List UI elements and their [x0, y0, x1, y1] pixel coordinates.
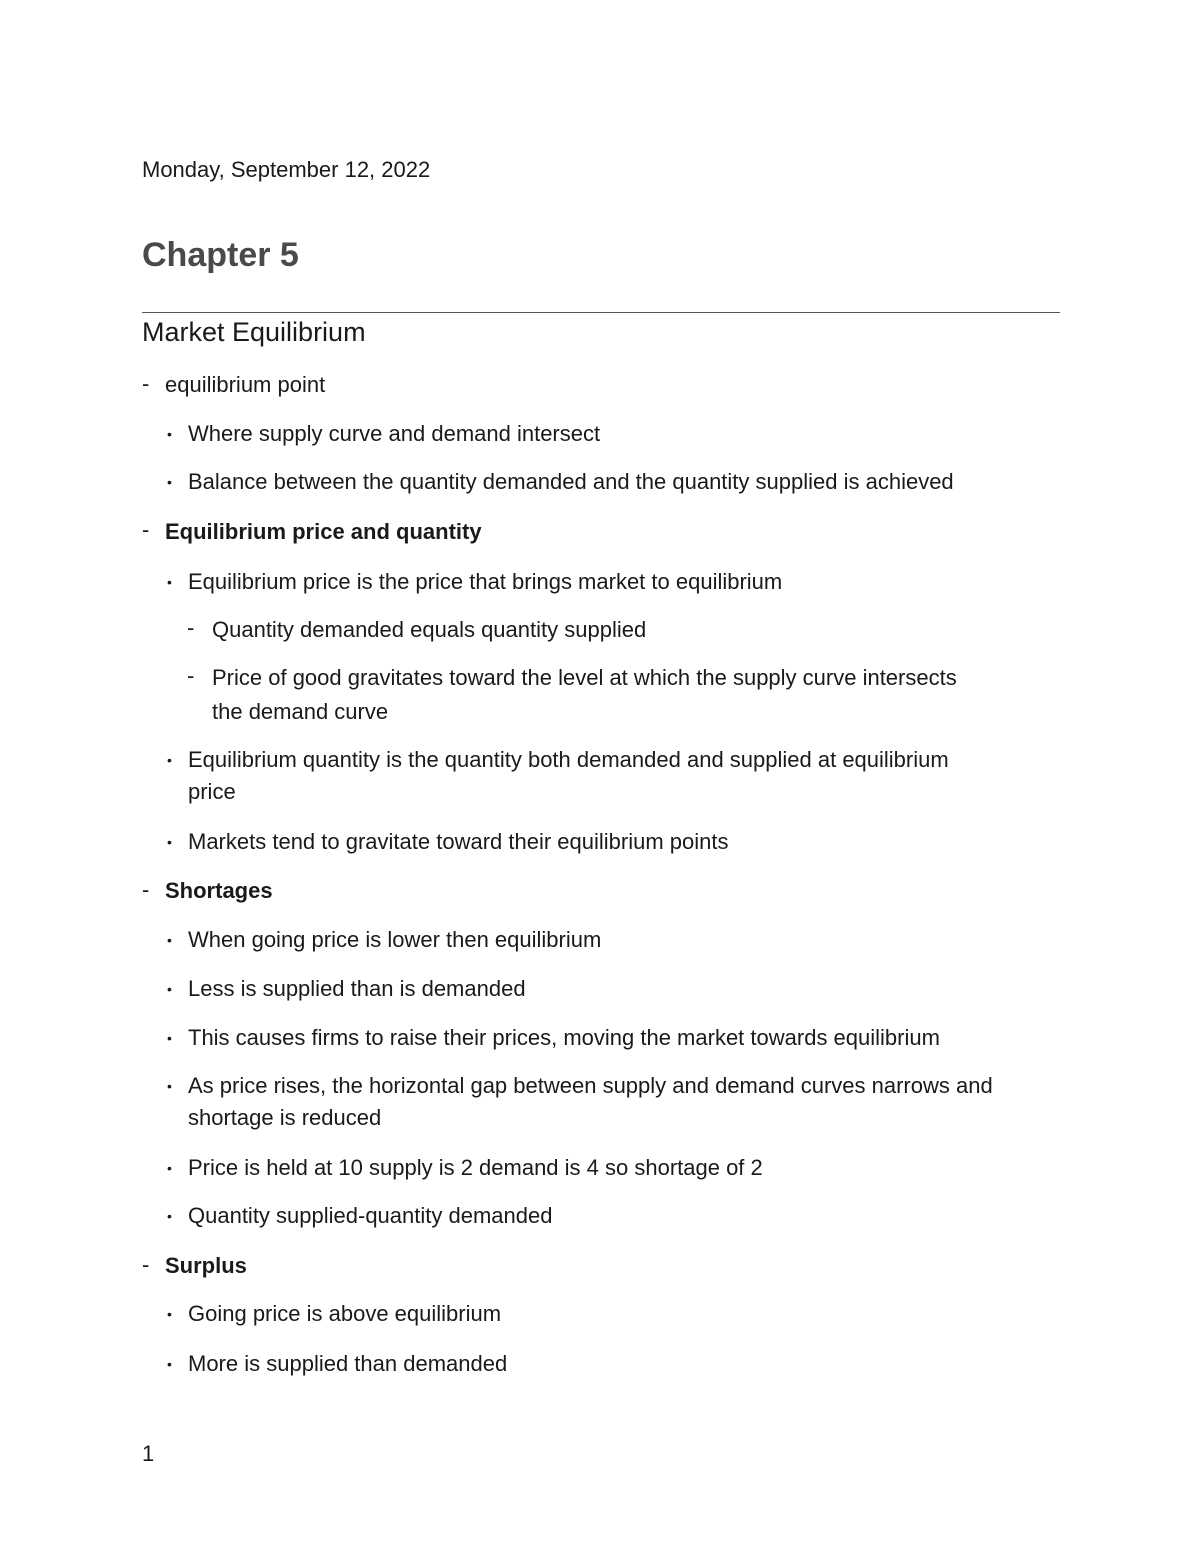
- bullet-marker: •: [167, 1160, 172, 1176]
- list-item: Price is held at 10 supply is 2 demand is 4 so shortage of 2: [188, 1155, 763, 1180]
- list-item: When going price is lower then equilibrium: [188, 927, 602, 952]
- dash-marker: -: [187, 663, 195, 688]
- list-item: Quantity demanded equals quantity supplied: [212, 617, 647, 642]
- bullet-marker: •: [167, 1306, 172, 1322]
- list-item: As price rises, the horizontal gap between supply and demand curves narrows and: [188, 1073, 993, 1098]
- page-number: 1: [142, 1441, 155, 1466]
- bullet-marker: •: [167, 752, 172, 768]
- dash-marker: -: [142, 877, 150, 902]
- list-item-heading: Shortages: [165, 878, 273, 903]
- list-item-continuation: price: [188, 779, 236, 804]
- list-item: Balance between the quantity demanded and the quantity supplied is achieved: [188, 469, 954, 494]
- bullet-marker: •: [167, 574, 172, 590]
- note-date: Monday, September 12, 2022: [142, 157, 431, 182]
- list-item: Less is supplied than is demanded: [188, 976, 526, 1001]
- horizontal-divider: [142, 312, 1060, 313]
- list-item: More is supplied than demanded: [188, 1351, 508, 1376]
- list-item: Price of good gravitates toward the level at which the supply curve intersects: [212, 665, 957, 690]
- dash-marker: -: [142, 1252, 150, 1277]
- list-item-continuation: the demand curve: [212, 699, 389, 724]
- list-item: Going price is above equilibrium: [188, 1301, 502, 1326]
- bullet-marker: •: [167, 834, 172, 850]
- bullet-marker: •: [167, 1078, 172, 1094]
- list-item: equilibrium point: [165, 372, 326, 397]
- list-item: Equilibrium quantity is the quantity both demanded and supplied at equilibrium: [188, 747, 949, 772]
- section-title: Market Equilibrium: [142, 317, 366, 347]
- bullet-marker: •: [167, 932, 172, 948]
- bullet-marker: •: [167, 1030, 172, 1046]
- dash-marker: -: [142, 517, 150, 542]
- bullet-marker: •: [167, 1208, 172, 1224]
- list-item: Where supply curve and demand intersect: [188, 421, 601, 446]
- list-item: This causes firms to raise their prices, moving the market towards equilibrium: [188, 1025, 940, 1050]
- list-item: Equilibrium price is the price that brings market to equilibrium: [188, 569, 783, 594]
- dash-marker: -: [142, 371, 150, 396]
- list-item-heading: Surplus: [165, 1253, 247, 1278]
- bullet-marker: •: [167, 1356, 172, 1372]
- list-item: Markets tend to gravitate toward their equilibrium points: [188, 829, 729, 854]
- bullet-marker: •: [167, 981, 172, 997]
- bullet-marker: •: [167, 426, 172, 442]
- dash-marker: -: [187, 615, 195, 640]
- list-item: Quantity supplied-quantity demanded: [188, 1203, 553, 1228]
- chapter-title: Chapter 5: [142, 236, 299, 274]
- list-item-heading: Equilibrium price and quantity: [165, 519, 482, 544]
- bullet-marker: •: [167, 474, 172, 490]
- list-item-continuation: shortage is reduced: [188, 1105, 382, 1130]
